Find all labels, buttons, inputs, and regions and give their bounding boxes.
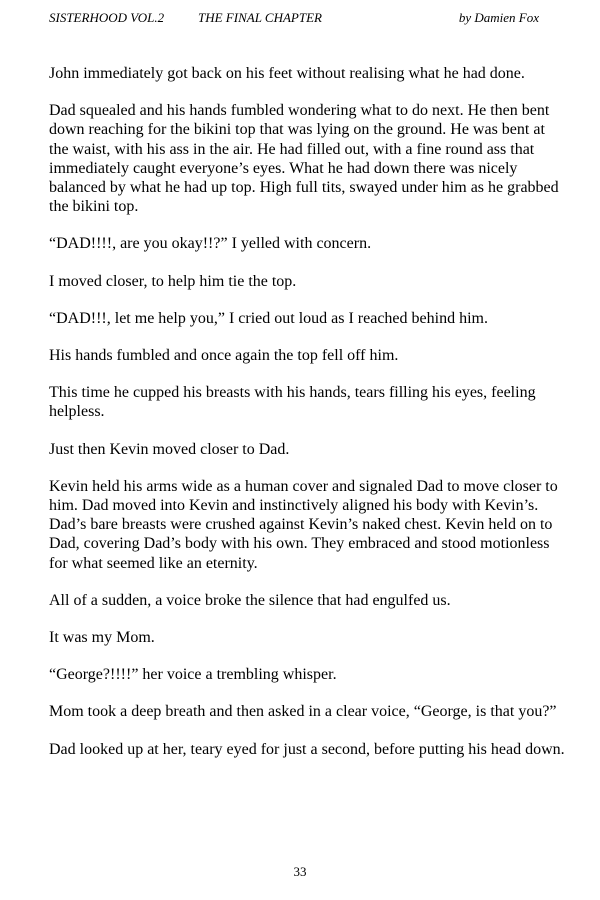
header-series-title: SISTERHOOD VOL.2 [49,10,165,25]
paragraph: His hands fumbled and once again the top fell off him. [49,347,399,365]
paragraph: It was my Mom. [49,629,155,647]
paragraph: All of a sudden, a voice broke the silence that had engulfed us. [49,591,451,609]
paragraph: Dad looked up at her, teary eyed for just a second, before putting his head down. [49,740,565,758]
paragraph: “George?!!!!” her voice a trembling whisper. [49,666,337,684]
page-number: 33 [293,864,307,879]
running-header [49,9,549,27]
paragraph: Dad squealed and his hands fumbled wondering what to do next. He then bent down reaching for the bikini top that was lying on the ground. He was bent at the waist, with his ass in the air. He had filled out, with a fine round ass that immediately caught everyone’s eyes. What he had down there was nicely balanced by what he had up top. High full tits, swayed under him as he grabbed the bikini top. [49,102,559,216]
page-body [49,64,565,777]
paragraph: Kevin held his arms wide as a human cover and signaled Dad to move closer to him. Dad moved into Kevin and instinctively aligned his body with Kevin’s. Dad’s bare breasts were crushed against Kevin’s naked chest. Kevin held on to Dad, covering Dad’s body with his own. They embraced and stood motionless for what seemed like an eternity. [49,477,558,572]
paragraph: I moved closer, to help him tie the top. [49,272,297,290]
paragraph: This time he cupped his breasts with his hands, tears filling his eyes, feeling helpless. [49,384,536,421]
header-chapter-title: THE FINAL CHAPTER [198,10,322,25]
paragraph: John immediately got back on his feet without realising what he had done. [49,65,525,82]
paragraph: Just then Kevin moved closer to Dad. [49,440,290,458]
paragraph: “DAD!!!!, are you okay!!?” I yelled with concern. [49,235,372,253]
header-author: by Damien Fox [458,10,539,25]
paragraph: “DAD!!!, let me help you,” I cried out loud as I reached behind him. [49,309,488,327]
paragraph: Mom took a deep breath and then asked in a clear voice, “George, is that you?” [49,703,557,721]
